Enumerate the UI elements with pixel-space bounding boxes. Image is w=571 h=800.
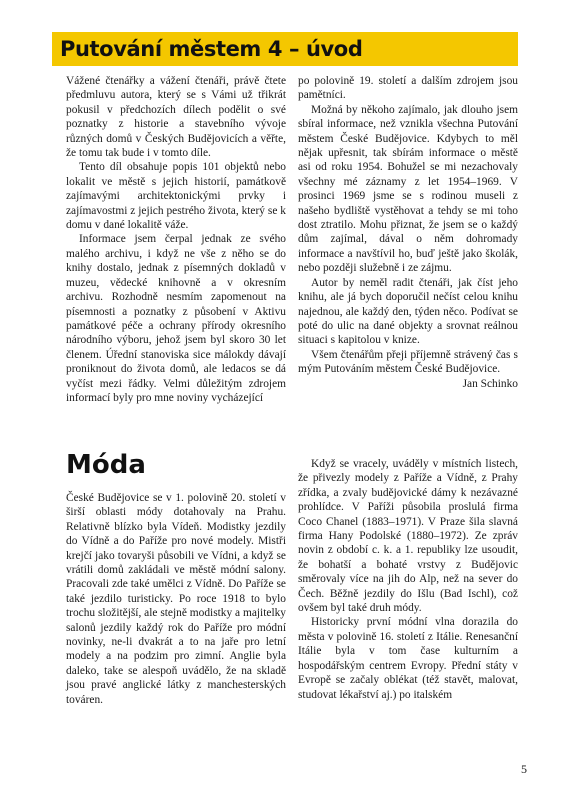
paragraph: Historicky první módní vlna dorazila do města v polovině 16. století z Itálie. Renesanční Itálie byla v tom čase kulturním a hospodářským centrem Evropy. Přední státy v Evropě se začaly oblékat (též stavět, malovat, studovat lékařství aj.) po italském (298, 616, 518, 701)
author-signature: Jan Schinko (462, 377, 518, 390)
chapter-title-banner (52, 32, 518, 66)
moda-column-left (66, 491, 286, 707)
paragraph: Tento díl obsahuje popis 101 objektů nebo lokalit ve městě s jejich historií, památkově zajímavými architektonickými prvky i zajímavostmi z jejich pestrého života, který se k domu v dané lokalitě váže. (66, 161, 286, 232)
section-heading: Móda (66, 450, 146, 480)
paragraph: Všem čtenářům přeji příjemně strávený čas s mým Putováním městem České Budějovice. (298, 348, 518, 376)
moda-column-right (298, 457, 518, 702)
paragraph: Když se vracely, uváděly v místních listech, že přivezly modely z Paříže a Vídně, z Prahy zřídka, a zvaly budějovické dámy k nezávazné prohlídce. V Paříži působila proslulá firma Coco Chanel (1883–1971). V Praze šila slavná firma Hany Podolské (1880–1972). Ze zpráv novin z období c. k. a 1. republiky lze usoudit, že bohatší a bohaté vrstvy z Budějovic směrovaly více na jih do Alp, než na sever do Čech. Běžně jezdily do Išlu (Bad Ischl), což ovšem byl také druh módy. (298, 458, 518, 615)
intro-column-right (298, 74, 518, 391)
paragraph: po polovině 19. století a dalším zdrojem jsou pamětníci. (298, 75, 518, 102)
intro-column-left (66, 74, 286, 405)
paragraph: České Budějovice se v 1. polovině 20. století v širší oblasti módy dotahovaly na Prahu. Relativně blízko byla Vídeň. Modistky jezdily do Vídně a do Paříže pro nové modely. Mistři krejčí jako tovaryši působili ve Vídni, a když se vrátili domů zakládali ve městě módní salony. Pracovali zde také umělci z Vídně. Do Paříže se také jezdilo turisticky. Po roce 1918 to bylo trochu složitější, ale stejně modistky a majitelky salonů jezdily každý rok do Paříže pro módní novinky, ne-li dvakrát a to na jaře pro letní modely a na podzim pro zimní. Anglie byla daleko, take se alespoň uvádělo, že na skladě jsou pravé anglické látky z manchesterských továren. (66, 492, 286, 706)
page-number: 5 (521, 762, 527, 776)
paragraph: Autor by neměl radit čtenáři, jak číst jeho knihu, ale já bych doporučil nečíst celou knihu najednou, ale každý den, týden něco. Podívat se poté do ulic na dané objekty a srovnat reálnou situaci s kapitolou v knize. (298, 276, 518, 347)
paragraph: Informace jsem čerpal jednak ze svého malého archivu, i když ne vše z něho se do knihy dostalo, jednak z písemných dokladů v muzeu, vědecké knihovně a v okresním archivu. Rozhodně nesmím zapomenout na písemnosti a poznatky z působení v Aktivu památkové péče a ochrany přírody okresního národního výboru, jehož jsem byl skoro 30 let členem. Úřední stanoviska sice málokdy dávají proniknout do života domů, ale ledacos se dá vyčíst mezi řádky. Velmi důležitým zdrojem informací byly pro mne noviny vycházející (66, 233, 286, 404)
paragraph: Vážené čtenářky a vážení čtenáři, právě čtete předmluvu autora, který se s Vámi už třikrát pokusil v předchozích dílech podělit o své poznatky z historie a stavebního vývoje různých domů v Českých Budějovicích a věřte, že tomu tak bude i v tomto díle. (66, 75, 286, 160)
paragraph: Možná by někoho zajímalo, jak dlouho jsem sbíral informace, než vznikla všechna Putování městem České Budějovice. Kdybych to měl nějak upřesnit, tak sbírám informace o městě asi od roku 1954. Bohužel se mi nezachovaly všechny mé záznamy z let 1954–1969. V prosinci 1969 jsme se s rodinou museli z našeho bydliště vystěhovat a tehdy se mi toho dost ztratilo. Mohu přiznat, že jsem se o každý dům zajímal, dával o něm dohromady informace a navštívil ho, buď ještě jako školák, nebo později služebně i ze zájmu. (298, 103, 518, 275)
signature-line (298, 377, 518, 391)
chapter-title: Putování městem 4 – úvod (60, 37, 363, 61)
